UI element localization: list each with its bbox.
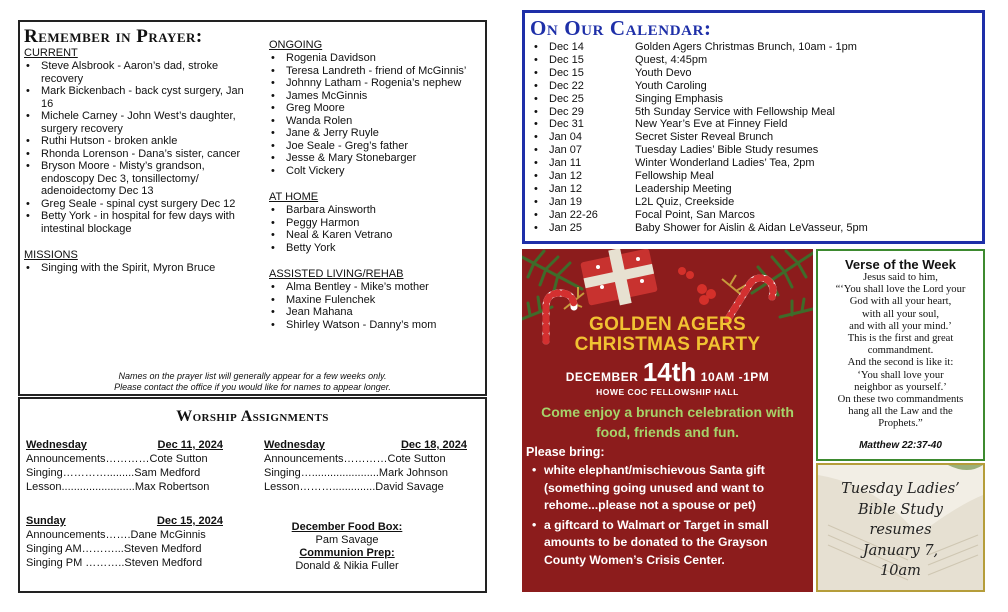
- food-box-communion: [282, 521, 412, 573]
- holly-berries-icon: [678, 267, 716, 305]
- calendar-title: On Our Calendar:: [530, 16, 712, 40]
- calendar-date: Jan 04: [549, 131, 583, 144]
- calendar-item: [530, 170, 868, 183]
- calendar-date: Jan 19: [549, 195, 583, 208]
- prayer-left-column: [24, 47, 250, 275]
- verse-title: Verse of the Week: [844, 257, 957, 272]
- list-item: • Greg Moore: [269, 102, 483, 115]
- calendar-event: Fellowship Meal: [635, 170, 714, 183]
- list-item: • Peggy Harmon: [269, 217, 483, 230]
- verse-line: and with all your mind.’: [849, 320, 952, 332]
- list-item: • Jean Mahana: [269, 306, 483, 319]
- calendar-event: Secret Sister Reveal Brunch: [635, 131, 774, 144]
- list-item: • Greg Seale - spinal cyst surgery Dec 12: [24, 198, 250, 211]
- list-item: • Jesse & Mary Stonebarger: [269, 152, 483, 165]
- poster-title-line: GOLDEN AGERS: [588, 314, 747, 335]
- prayer-right-column: [269, 39, 483, 331]
- wednesday-dec18-block: [264, 438, 467, 494]
- current-list: [24, 60, 250, 235]
- calendar-date: Jan 12: [549, 182, 583, 195]
- list-item: • white elephant/mischievous Santa gift (something going unused and want to rehome...please not a spouse or pet): [530, 462, 810, 515]
- poster-day: 14th: [642, 357, 697, 387]
- calendar-item: [530, 106, 868, 119]
- calendar-item: [530, 67, 868, 80]
- verse-line: On these two commandments: [837, 394, 964, 406]
- poster-month: DECEMBER: [565, 370, 639, 384]
- assignment-row: Singing AM………...Steven Medford: [26, 543, 202, 555]
- communion-name: Donald & Nikia Fuller: [295, 560, 399, 572]
- assignment-row: Singing PM ………..Steven Medford: [26, 557, 203, 569]
- list-item: • Betty York - in hospital for few days with intestinal blockage: [24, 210, 250, 235]
- verse-line: “‘You shall love the Lord your: [835, 284, 966, 296]
- block-header: [264, 438, 467, 452]
- calendar-event: Winter Wonderland Ladies’ Tea, 2pm: [635, 157, 815, 170]
- calendar-event: Youth Devo: [635, 66, 692, 79]
- list-item: • James McGinnis: [269, 90, 483, 103]
- worship-title: Worship Assignments: [176, 408, 329, 425]
- calendar-date: Dec 25: [549, 92, 584, 105]
- calendar-date: Dec 15: [549, 53, 584, 66]
- list-item: • Colt Vickery: [269, 165, 483, 178]
- list-item: • Barbara Ainsworth: [269, 204, 483, 217]
- list-item: • Teresa Landreth - friend of McGinnis’: [269, 65, 483, 78]
- verse-line: hang all the Law and the: [848, 406, 953, 418]
- calendar-date: Dec 15: [549, 66, 584, 79]
- poster-title-line: CHRISTMAS PARTY: [574, 334, 761, 355]
- calendar-event: Tuesday Ladies’ Bible Study resumes: [635, 144, 819, 157]
- assignment-row: Announcements…………Cote Sutton: [264, 453, 446, 465]
- calendar-event: L2L Quiz, Creekside: [635, 195, 735, 208]
- list-item: • Ruthi Hutson - broken ankle: [24, 135, 250, 148]
- study-line: 10am: [880, 563, 921, 579]
- assignment-row: Announcements…….Dane McGinnis: [26, 529, 206, 541]
- study-line: Tuesday Ladies’: [841, 481, 960, 497]
- verse-line: with all your soul,: [861, 308, 940, 320]
- block-day: Wednesday: [26, 439, 87, 451]
- calendar-box: [522, 10, 985, 244]
- gift-box-icon: [580, 249, 658, 306]
- calendar-date: Jan 07: [549, 144, 583, 157]
- block-header: [26, 514, 223, 528]
- calendar-item: [530, 80, 868, 93]
- calendar-item: [530, 93, 868, 106]
- ongoing-list: [269, 52, 483, 177]
- list-item: • Shirley Watson - Danny’s mom: [269, 319, 483, 332]
- block-day: Wednesday: [264, 439, 325, 451]
- verse-reference: Matthew 22:37-40: [859, 440, 942, 451]
- bible-study-box: [816, 463, 985, 592]
- block-date: Dec 15, 2024: [156, 515, 223, 527]
- list-item: • Neal & Karen Vetrano: [269, 229, 483, 242]
- christmas-party-poster: [522, 249, 813, 592]
- list-item: • Mark Bickenbach - back cyst surgery, Jan 16: [24, 85, 250, 110]
- study-line: Bible Study: [858, 501, 943, 518]
- worship-assignments-box: [18, 397, 487, 593]
- assignment-row: Singing………….........Sam Medford: [26, 467, 201, 479]
- calendar-date: Dec 14: [549, 41, 584, 53]
- at-home-heading: AT HOME: [269, 191, 319, 203]
- verse-line: neighbor as yourself.’: [854, 381, 947, 393]
- calendar-date: Jan 25: [549, 221, 583, 234]
- calendar-date: Dec 29: [549, 105, 584, 118]
- calendar-date: Jan 12: [549, 170, 583, 183]
- block-date: Dec 18, 2024: [400, 439, 467, 451]
- list-item: • Betty York: [269, 242, 483, 255]
- bible-study-text: [818, 479, 983, 582]
- calendar-date: Jan 11: [549, 157, 582, 170]
- calendar-date: Jan 22-26: [549, 208, 598, 221]
- communion-label: Communion Prep:: [299, 547, 395, 559]
- study-line: January 7,: [862, 542, 939, 559]
- prayer-note-line: Names on the prayer list will generally appear for a few weeks only.: [118, 371, 387, 381]
- verse-line: God with all your heart,: [849, 296, 952, 308]
- verse-line: This is the first and great: [847, 333, 954, 345]
- poster-tagline: Come enjoy a brunch celebration with food, friends and fun.: [541, 404, 794, 440]
- assignment-row: Announcements…………Cote Sutton: [26, 453, 208, 465]
- missions-list: [24, 262, 250, 275]
- prayer-note-line: Please contact the office if you would like for names to appear longer.: [114, 381, 391, 392]
- list-item: • Bryson Moore - Misty’s grandson, endoscopy Dec 3, tonsillectomy/ adenoidectomy Dec 13: [24, 160, 250, 198]
- food-box-name: Pam Savage: [315, 534, 379, 546]
- food-box-label: December Food Box:: [291, 521, 403, 533]
- calendar-list: [530, 41, 868, 235]
- calendar-event: 5th Sunday Service with Fellowship Meal: [635, 105, 835, 118]
- verse-line: Prophets.”: [878, 418, 923, 430]
- list-item: • Maxine Fulenchek: [269, 294, 483, 307]
- calendar-event: Singing Emphasis: [635, 92, 724, 105]
- calendar-event: Leadership Meeting: [635, 182, 732, 195]
- verse-line: commandment.: [867, 345, 934, 357]
- missions-heading: MISSIONS: [24, 249, 78, 261]
- calendar-date: Dec 31: [549, 118, 584, 131]
- prayer-note: [20, 371, 485, 392]
- calendar-event: Youth Caroling: [635, 79, 707, 92]
- assisted-living-heading: ASSISTED LIVING/REHAB: [269, 268, 404, 280]
- ongoing-heading: ONGOING: [269, 39, 323, 51]
- poster-bring-label: Please bring:: [526, 445, 605, 459]
- list-item: • Singing with the Spirit, Myron Bruce: [24, 262, 250, 275]
- prayer-title: Remember in Prayer:: [24, 26, 203, 47]
- assisted-living-list: [269, 281, 483, 331]
- verse-line: Jesus said to him,: [863, 272, 938, 283]
- block-day: Sunday: [26, 515, 66, 527]
- block-date: Dec 11, 2024: [157, 439, 223, 451]
- calendar-item: [530, 157, 868, 170]
- verse-text: [820, 272, 981, 431]
- verse-of-week-box: [816, 249, 985, 461]
- list-item: • Johnny Latham - Rogenia’s nephew: [269, 77, 483, 90]
- calendar-item: [530, 196, 868, 209]
- calendar-item: [530, 222, 868, 235]
- calendar-event: New Year’s Eve at Finney Field: [635, 118, 788, 131]
- wednesday-dec11-block: [26, 438, 223, 494]
- calendar-item: [530, 118, 868, 131]
- poster-bring-list: [530, 462, 810, 572]
- list-item: • Wanda Rolen: [269, 115, 483, 128]
- calendar-item: [530, 54, 868, 67]
- calendar-item: [530, 209, 868, 222]
- calendar-date: Dec 22: [549, 79, 584, 92]
- poster-time: 10AM -1PM: [700, 370, 770, 384]
- calendar-event: Golden Agers Christmas Brunch, 10am - 1pm: [635, 41, 857, 53]
- at-home-list: [269, 204, 483, 254]
- list-item: • Rogenia Davidson: [269, 52, 483, 65]
- prayer-list-box: [18, 20, 487, 396]
- block-header: [26, 438, 223, 452]
- calendar-event: Quest, 4:45pm: [635, 53, 708, 66]
- list-item: • Steve Alsbrook - Aaron’s dad, stroke recovery: [24, 60, 250, 85]
- calendar-item: [530, 131, 868, 144]
- assignment-row: Singing…......................Mark Johnson: [264, 467, 449, 479]
- calendar-event: Focal Point, San Marcos: [635, 208, 755, 221]
- assignment-row: Lesson........................Max Robertson: [26, 481, 210, 493]
- current-heading: CURRENT: [24, 47, 78, 59]
- list-item: • Alma Bentley - Mike’s mother: [269, 281, 483, 294]
- list-item: • Rhonda Lorenson - Dana’s sister, cancer: [24, 148, 250, 161]
- list-item: • Michele Carney - John West’s daughter, surgery recovery: [24, 110, 250, 135]
- assignment-row: Lesson………..............David Savage: [264, 481, 444, 493]
- list-item: • a giftcard to Walmart or Target in small amounts to be donated to the Grayson County Women’s Crisis Center.: [530, 517, 810, 570]
- poster-date: [522, 357, 813, 388]
- calendar-event: Baby Shower for Aislin & Aidan LeVasseur, 5pm: [635, 221, 868, 234]
- poster-location: HOWE COC FELLOWSHIP HALL: [596, 387, 739, 397]
- calendar-item: [530, 144, 868, 157]
- verse-line: ‘You shall love your: [857, 369, 944, 381]
- sunday-dec15-block: [26, 514, 223, 570]
- calendar-item: [530, 41, 868, 54]
- list-item: • Joe Seale - Greg’s father: [269, 140, 483, 153]
- calendar-item: [530, 183, 868, 196]
- verse-line: And the second is like it:: [847, 357, 954, 369]
- list-item: • Jane & Jerry Ruyle: [269, 127, 483, 140]
- study-line: resumes: [869, 522, 932, 538]
